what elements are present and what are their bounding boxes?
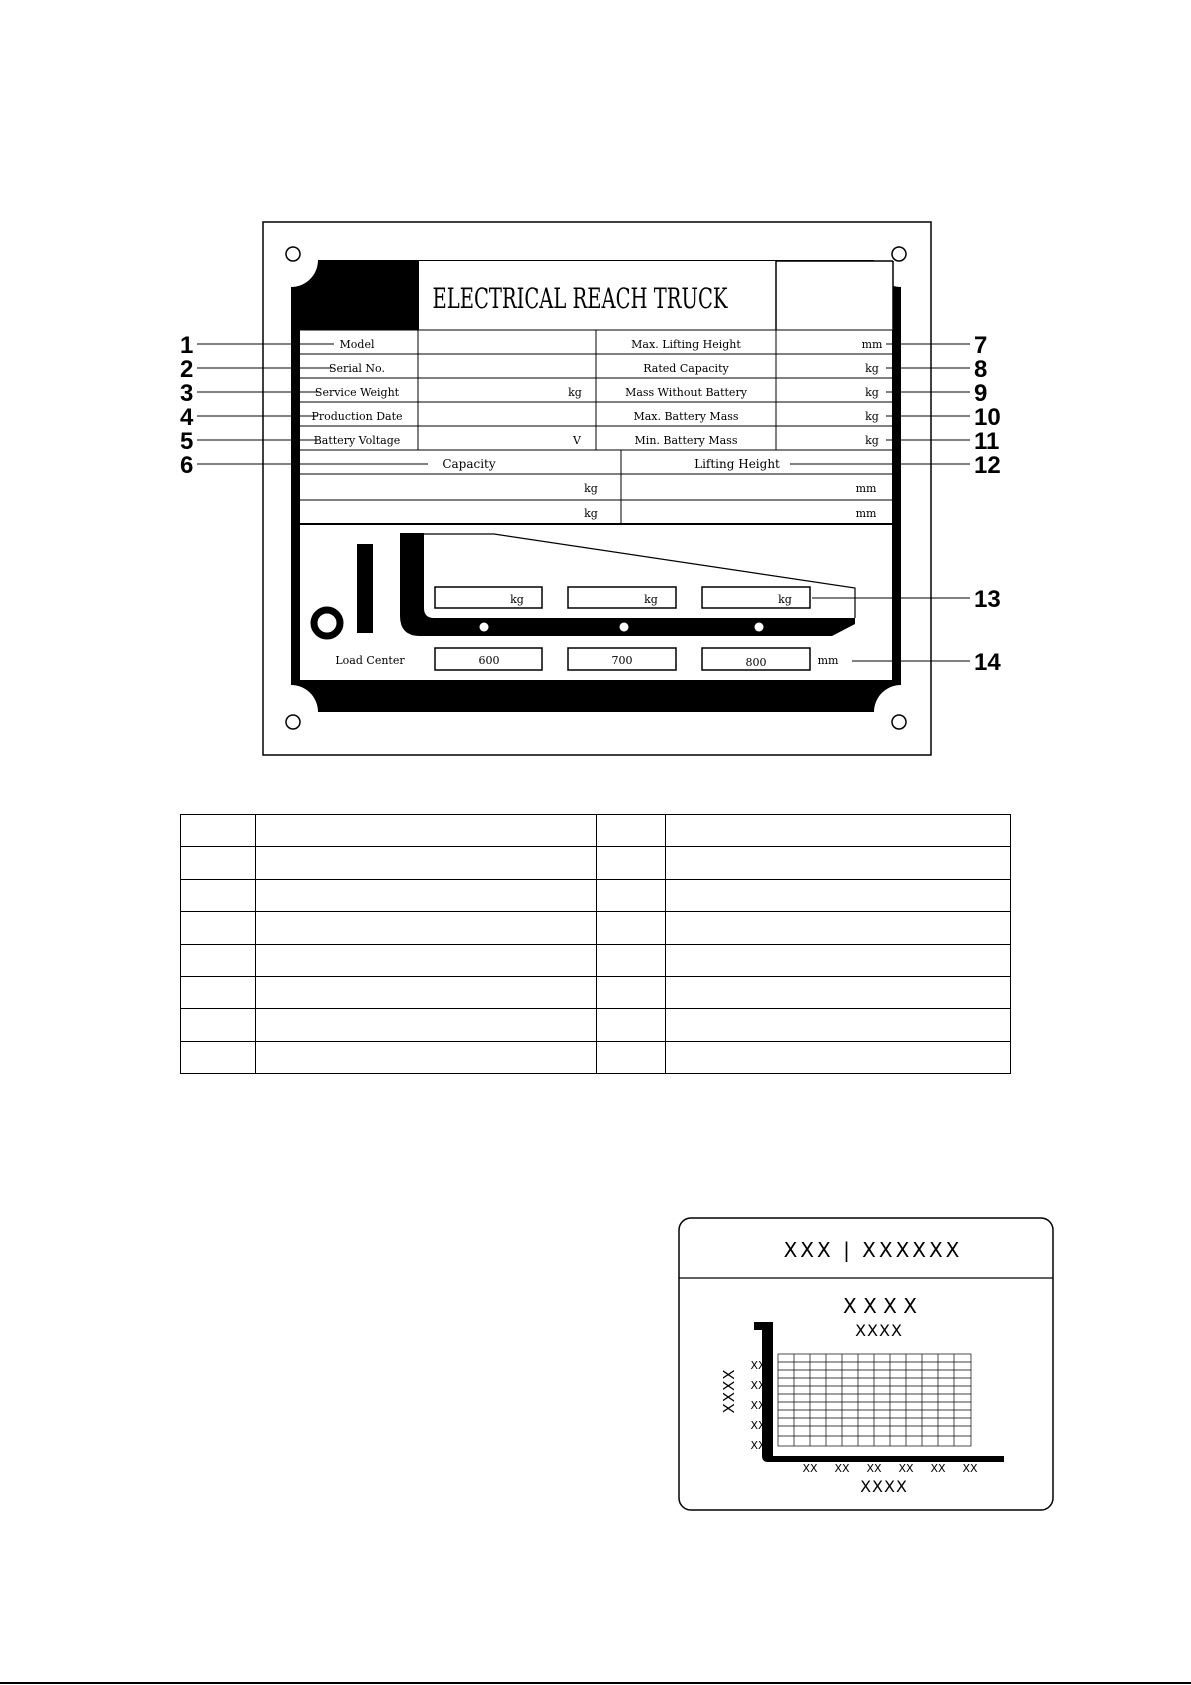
load-center-value-1: 600	[478, 654, 500, 667]
callout-7: 7	[974, 332, 988, 359]
label-plate-y-tick: XX	[750, 1359, 766, 1372]
table-cell	[256, 815, 597, 847]
label-plate	[679, 1218, 1053, 1510]
callout-1: 1	[180, 332, 194, 359]
label-plate-y-tick: XX	[750, 1439, 766, 1452]
table-row	[181, 847, 1011, 879]
table-row	[181, 1041, 1011, 1073]
callout-11: 11	[974, 428, 1000, 455]
load-unit-2: kg	[644, 593, 658, 606]
field-label-mass-without-battery: Mass Without Battery	[625, 386, 747, 399]
table-cell	[597, 1041, 666, 1073]
table-row	[181, 944, 1011, 976]
table-cell	[256, 879, 597, 911]
load-box-1	[435, 587, 542, 608]
table-cell	[597, 879, 666, 911]
unit-service-weight: kg	[568, 386, 582, 399]
mast-bar	[357, 544, 373, 633]
callout-9: 9	[974, 380, 988, 407]
label-plate-x-tick: XX	[834, 1462, 850, 1475]
label-plate-subtitle: XXXX	[855, 1321, 903, 1340]
table-cell	[256, 976, 597, 1008]
table-cell	[256, 944, 597, 976]
field-label-min-battery-mass: Min. Battery Mass	[634, 434, 738, 447]
label-plate-x-tick: XX	[930, 1462, 946, 1475]
table-cell	[181, 944, 256, 976]
mounting-hole-icon	[286, 247, 300, 261]
label-plate-x-tick: XX	[866, 1462, 882, 1475]
callout-10: 10	[974, 404, 1001, 431]
field-label-production-date: Production Date	[311, 410, 403, 423]
table-cell	[256, 1041, 597, 1073]
callout-3: 3	[180, 380, 194, 407]
page-bottom-rule	[0, 1682, 1191, 1684]
table-cell	[256, 912, 597, 944]
capacity-unit-2: kg	[584, 507, 598, 520]
capacity-unit-1: kg	[584, 482, 598, 495]
fork-hole-icon	[755, 623, 764, 632]
fork-hole-icon	[480, 623, 489, 632]
callout-2: 2	[180, 356, 194, 383]
table-row	[181, 815, 1011, 847]
lifting-unit-1: mm	[855, 482, 877, 495]
table-row	[181, 1009, 1011, 1041]
label-plate-x-tick: XX	[802, 1462, 818, 1475]
lifting-unit-2: mm	[855, 507, 877, 520]
table-row	[181, 879, 1011, 911]
table-cell	[181, 815, 256, 847]
wheel-icon	[314, 610, 340, 636]
capacity-header: Capacity	[442, 457, 496, 471]
table-cell	[256, 847, 597, 879]
table-cell	[256, 1009, 597, 1041]
fork-hole-icon	[620, 623, 629, 632]
blank-legend-table	[180, 814, 1011, 1074]
table-cell	[597, 976, 666, 1008]
table-cell	[666, 815, 1011, 847]
field-label-service-weight: Service Weight	[314, 386, 400, 399]
callout-5: 5	[180, 428, 194, 455]
field-label-max-lifting-height: Max. Lifting Height	[631, 338, 741, 351]
table-cell	[666, 847, 1011, 879]
table-cell	[181, 912, 256, 944]
table-cell	[181, 976, 256, 1008]
table-cell	[597, 847, 666, 879]
table-cell	[597, 815, 666, 847]
label-plate-header: XXX | XXXXXX	[783, 1238, 963, 1262]
field-label-serial-no: Serial No.	[329, 362, 385, 375]
table-cell	[181, 879, 256, 911]
label-plate-y-tick: XX	[750, 1379, 766, 1392]
load-center-unit: mm	[817, 654, 839, 667]
table-cell	[666, 1009, 1011, 1041]
load-center-value-2: 700	[611, 654, 633, 667]
label-plate-y-label: XXXX	[720, 1368, 738, 1414]
mounting-hole-icon	[892, 247, 906, 261]
callout-4: 4	[180, 404, 194, 431]
callout-14: 14	[974, 649, 1001, 676]
callout-8: 8	[974, 356, 988, 383]
table-cell	[181, 1041, 256, 1073]
mounting-hole-icon	[892, 715, 906, 729]
table-cell	[666, 912, 1011, 944]
field-label-rated-capacity: Rated Capacity	[643, 362, 729, 375]
table-cell	[181, 847, 256, 879]
plate-title: ELECTRICAL REACH TRUCK	[432, 282, 729, 315]
table-row	[181, 912, 1011, 944]
table-cell	[597, 944, 666, 976]
label-plate-x-label: XXXX	[860, 1477, 908, 1496]
field-label-battery-voltage: Battery Voltage	[313, 434, 401, 447]
table-cell	[666, 976, 1011, 1008]
load-center-label: Load Center	[335, 654, 405, 667]
table-cell	[597, 912, 666, 944]
load-unit-3: kg	[778, 593, 792, 606]
load-box-3	[702, 587, 810, 608]
load-box-2	[568, 587, 676, 608]
callout-13: 13	[974, 586, 1001, 613]
unit-min-battery-mass: kg	[865, 434, 879, 447]
table-row	[181, 976, 1011, 1008]
unit-rated-capacity: kg	[865, 362, 879, 375]
table-cell	[181, 1009, 256, 1041]
label-plate-y-tick: XX	[750, 1399, 766, 1412]
table-cell	[666, 944, 1011, 976]
label-plate-y-tick: XX	[750, 1419, 766, 1432]
field-label-model: Model	[339, 338, 375, 351]
unit-mass-without-battery: kg	[865, 386, 879, 399]
table-cell	[597, 1009, 666, 1041]
table-cell	[666, 879, 1011, 911]
unit-max-battery-mass: kg	[865, 410, 879, 423]
unit-max-lifting-height: mm	[861, 338, 883, 351]
label-plate-x-tick: XX	[898, 1462, 914, 1475]
field-label-max-battery-mass: Max. Battery Mass	[633, 410, 739, 423]
table-cell	[666, 1041, 1011, 1073]
lifting-height-header: Lifting Height	[694, 457, 780, 471]
label-plate-x-tick: XX	[962, 1462, 978, 1475]
unit-battery-voltage: V	[573, 434, 581, 447]
data-plate	[263, 222, 931, 755]
load-center-value-3: 800	[745, 656, 767, 669]
callout-6: 6	[180, 452, 194, 479]
label-plate-title: X X X X	[843, 1294, 917, 1318]
callout-12: 12	[974, 452, 1001, 479]
mounting-hole-icon	[286, 715, 300, 729]
load-unit-1: kg	[510, 593, 524, 606]
